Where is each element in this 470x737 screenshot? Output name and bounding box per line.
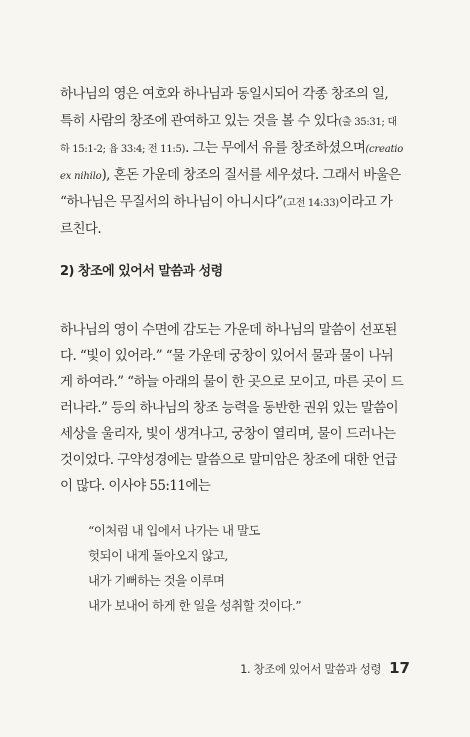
paragraph-1-line-5-tail: 이라고 가	[338, 194, 393, 210]
quote-line-2: 헛되이 내게 돌아오지 않고,	[88, 548, 228, 563]
paragraph-1-line-2	[60, 111, 410, 133]
paragraph-1-line-1: 하나님의 영은 여호와 하나님과 동일시되어 각종 창조의 일,	[60, 86, 389, 102]
paragraph-1-line-2-text: 특히 사람의 창조에 관여하고 있는 것을 볼 수 있다	[60, 113, 339, 129]
paragraph-2-line-5: 세상을 울리자, 빛이 생겨나고, 궁창이 열리며, 물이 드러나는	[60, 426, 396, 442]
paragraph-1-line-5	[60, 192, 410, 214]
paragraph-2-line-7: 이 많다. 이사야 55:11에는	[60, 478, 211, 494]
paragraph-1-line-3	[60, 138, 410, 160]
section-heading: 2) 창조에 있어서 말씀과 성령	[60, 264, 223, 279]
bible-reference: (출 35:31; 대	[338, 117, 397, 128]
bible-reference: (고전 14:33)	[282, 198, 339, 209]
running-chapter-title: 1. 창조에 있어서 말씀과 성령	[240, 662, 382, 676]
paragraph-2-line-3: 게 하여라.” “하늘 아래의 물이 한 곳으로 모이고, 마른 곳이 드	[60, 374, 404, 390]
paragraph-2-line-6: 것이었다. 구약성경에는 말씀으로 말미암은 창조에 대한 언급	[60, 452, 397, 468]
paragraph-1-line-4	[60, 165, 410, 187]
latin-term: ex nihilo	[60, 171, 102, 182]
paragraph-2-line-4: 러나라.” 등의 하나님의 창조 능력을 동반한 권위 있는 말씀이	[60, 400, 399, 416]
quote-line-4: 내가 보내어 하게 한 일을 성취할 것이다.”	[88, 598, 302, 613]
paragraph-1-line-6: 르친다.	[60, 221, 102, 237]
paragraph-1-line-4-text: ), 혼돈 가운데 창조의 질서를 세우셨다. 그래서 바울은	[101, 167, 401, 183]
paragraph-1-line-5-text: “하나님은 무질서의 하나님이 아니시다”	[60, 194, 283, 210]
latin-term: (creatio	[365, 144, 404, 155]
paragraph-1-line-3-text: . 그는 무에서 유를 창조하셨으며	[185, 140, 366, 156]
quote-line-1: “이처럼 내 입에서 나가는 내 말도	[88, 523, 260, 538]
paragraph-2-line-2: 다. “빛이 있어라.” “물 가운데 궁창이 있어서 물과 물이 나뉘	[60, 348, 394, 364]
quote-line-3: 내가 기뻐하는 것을 이루며	[88, 573, 225, 588]
bible-reference: 하 15:1-2; 욥 33:4; 전 11:5)	[60, 144, 186, 155]
page-footer	[0, 658, 410, 677]
page-number: 17	[389, 659, 410, 677]
paragraph-2-line-1: 하나님의 영이 수면에 감도는 가운데 하나님의 말씀이 선포된	[60, 322, 397, 338]
